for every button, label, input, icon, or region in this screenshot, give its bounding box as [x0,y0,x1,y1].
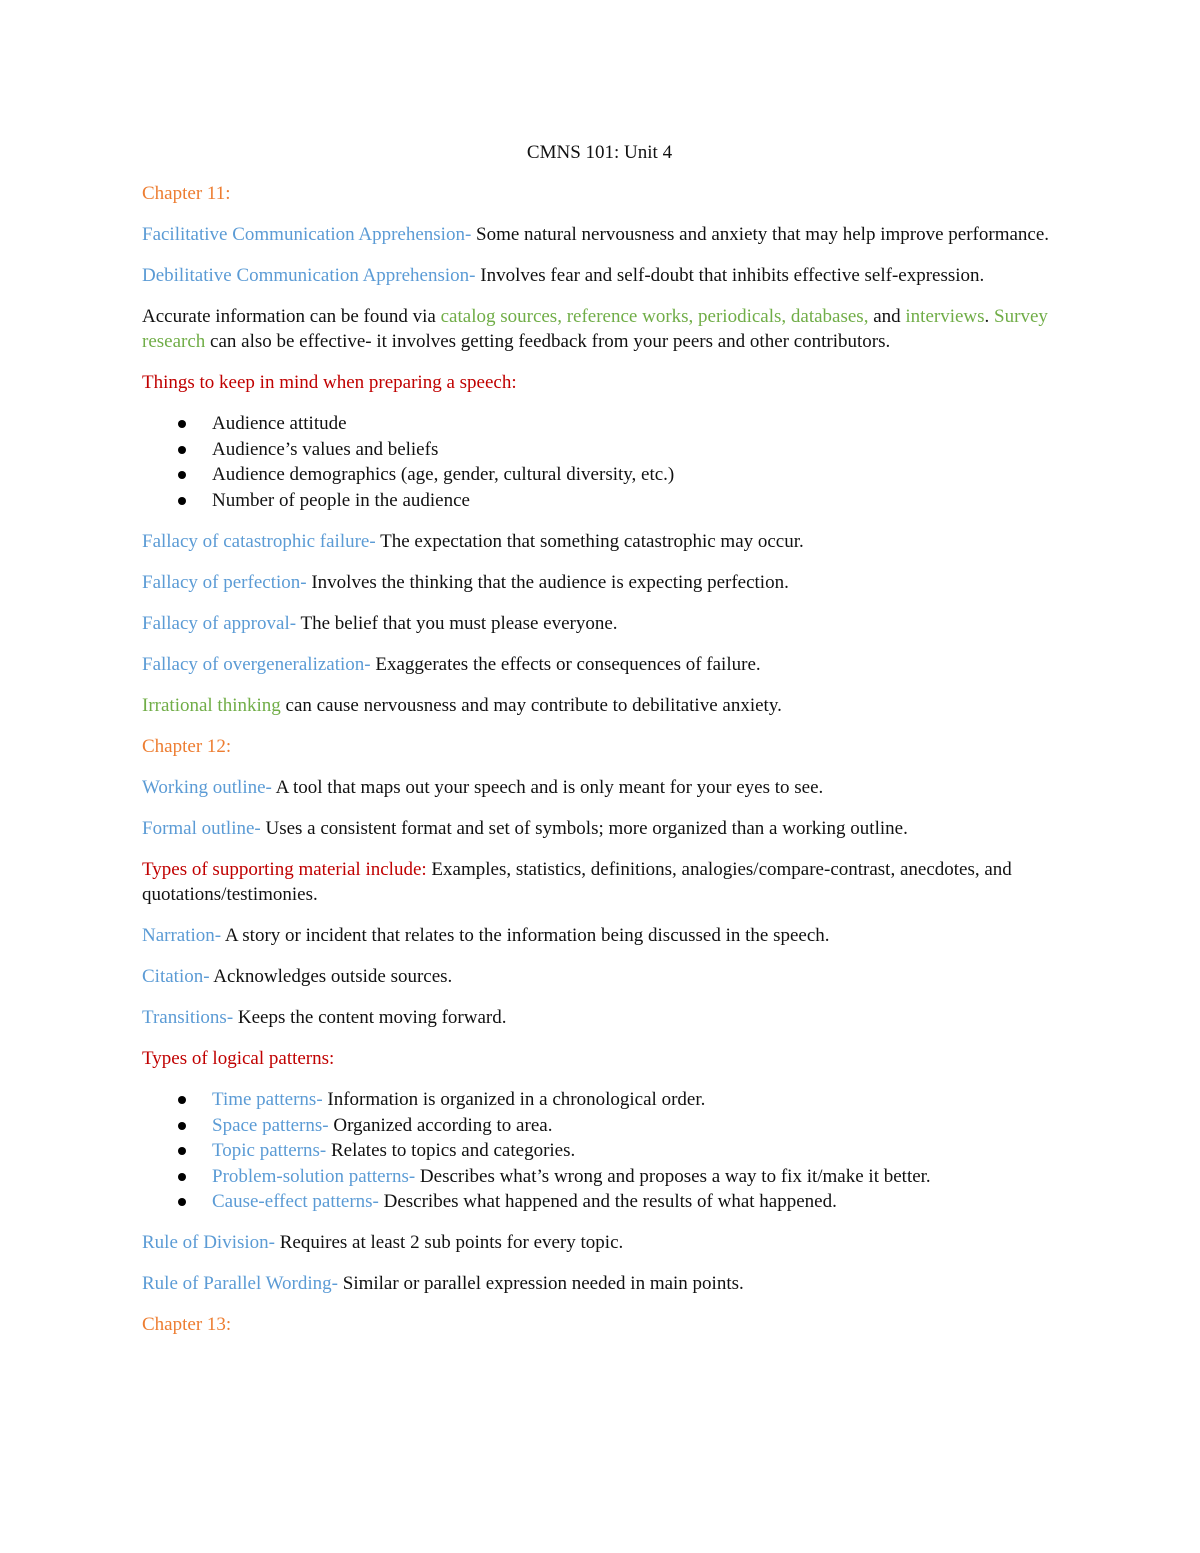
term-irrational-thinking: Irrational thinking [142,694,281,716]
keep-in-mind-label: Things to keep in mind when preparing a speech: [142,372,517,393]
document-title: CMNS 101: Unit 4 [526,142,673,163]
definition-facilitative-apprehension [142,222,1057,248]
definition-narration [142,923,1057,949]
term-fallacy-catastrophic: Fallacy of catastrophic failure- [142,530,376,552]
info-sources: catalog sources, reference works, periodicals, databases, [440,305,869,327]
def-irrational-thinking: can cause nervousness and may contribute to debilitative anxiety. [280,694,782,716]
logical-patterns-list [142,1087,1057,1215]
definition-transitions [142,1005,1057,1031]
term-space-patterns: Space patterns- [212,1114,329,1136]
list-item [212,1189,1057,1215]
definition-debilitative-apprehension [142,263,1057,289]
audience-list [142,411,1057,513]
term-working-outline: Working outline- [142,776,272,798]
list-item: Audience attitude [212,411,1057,437]
definition-rule-of-parallel-wording [142,1271,1057,1297]
def-time-patterns: Information is organized in a chronological order. [322,1089,706,1110]
document-page [142,140,1057,1353]
def-facilitative-apprehension: Some natural nervousness and anxiety that may help improve performance. [471,223,1050,245]
term-transitions: Transitions- [142,1007,234,1028]
def-citation: Acknowledges outside sources. [209,966,453,987]
def-cause-effect-patterns: Describes what happened and the results of what happened. [378,1191,837,1212]
paragraph-supporting-material [142,857,1057,908]
definition-fallacy-approval [142,611,1057,637]
term-narration: Narration- [142,925,222,946]
list-item [212,1087,1057,1113]
chapter-12-heading: Chapter 12: [142,735,232,757]
term-fallacy-approval: Fallacy of approval- [142,612,297,634]
def-fallacy-catastrophic: The expectation that something catastrophic may occur. [375,530,804,552]
paragraph-information-sources [142,304,1057,355]
term-debilitative-apprehension: Debilitative Communication Apprehension- [142,264,476,286]
term-problem-solution-patterns: Problem-solution patterns- [212,1165,416,1187]
supporting-material-label: Types of supporting material include: [142,858,427,880]
term-time-patterns: Time patterns- [212,1089,323,1110]
definition-working-outline [142,775,1057,801]
def-narration: A story or incident that relates to the information being discussed in the speech. [221,925,830,946]
list-item [212,1113,1057,1139]
def-fallacy-approval: The belief that you must please everyone. [296,612,618,634]
definition-fallacy-overgeneralization [142,652,1057,678]
term-topic-patterns: Topic patterns- [212,1140,327,1161]
definition-fallacy-perfection [142,570,1057,596]
def-working-outline: A tool that maps out your speech and is only meant for your eyes to see. [271,776,824,798]
list-item: Audience demographics (age, gender, cultural diversity, etc.) [212,462,1057,488]
term-facilitative-apprehension: Facilitative Communication Apprehension- [142,223,472,245]
term-rule-of-parallel-wording: Rule of Parallel Wording- [142,1273,338,1294]
supporting-material-def: Examples, statistics, definitions, analogies/compare-contrast, anecdotes, and quotations/testimonies. [142,858,1012,905]
chapter-11-heading: Chapter 11: [142,182,231,204]
list-item [212,1164,1057,1190]
def-problem-solution-patterns: Describes what’s wrong and proposes a way to fix it/make it better. [415,1165,931,1187]
info-intro: Accurate information can be found via [142,305,441,327]
paragraph-irrational-thinking [142,693,1057,719]
def-topic-patterns: Relates to topics and categories. [326,1140,576,1161]
definition-rule-of-division [142,1230,1057,1256]
info-and: and [868,305,906,327]
term-formal-outline: Formal outline- [142,817,261,839]
def-rule-of-parallel-wording: Similar or parallel expression needed in main points. [338,1273,744,1294]
definition-formal-outline [142,816,1057,842]
definition-citation [142,964,1057,990]
def-rule-of-division: Requires at least 2 sub points for every topic. [275,1232,624,1253]
definition-fallacy-catastrophic [142,529,1057,555]
term-rule-of-division: Rule of Division- [142,1232,275,1253]
def-formal-outline: Uses a consistent format and set of symbols; more organized than a working outline. [260,817,908,839]
def-debilitative-apprehension: Involves fear and self-doubt that inhibits effective self-expression. [475,264,985,286]
info-interviews: interviews [905,305,985,327]
term-citation: Citation- [142,966,210,987]
list-item: Number of people in the audience [212,488,1057,514]
list-item: Audience’s values and beliefs [212,437,1057,463]
def-fallacy-perfection: Involves the thinking that the audience is expecting perfection. [306,571,789,593]
chapter-13-heading: Chapter 13: [142,1314,232,1335]
term-fallacy-overgeneralization: Fallacy of overgeneralization- [142,653,371,675]
def-space-patterns: Organized according to area. [328,1114,553,1136]
term-cause-effect-patterns: Cause-effect patterns- [212,1191,379,1212]
info-rest: can also be effective- it involves getting feedback from your peers and other contributors. [205,331,891,352]
logical-patterns-label: Types of logical patterns: [142,1048,335,1069]
list-item [212,1138,1057,1164]
info-dot: . [984,305,995,327]
def-transitions: Keeps the content moving forward. [233,1007,507,1028]
info-survey-research: Survey research [142,305,1048,352]
def-fallacy-overgeneralization: Exaggerates the effects or consequences of failure. [370,653,761,675]
term-fallacy-perfection: Fallacy of perfection- [142,571,307,593]
